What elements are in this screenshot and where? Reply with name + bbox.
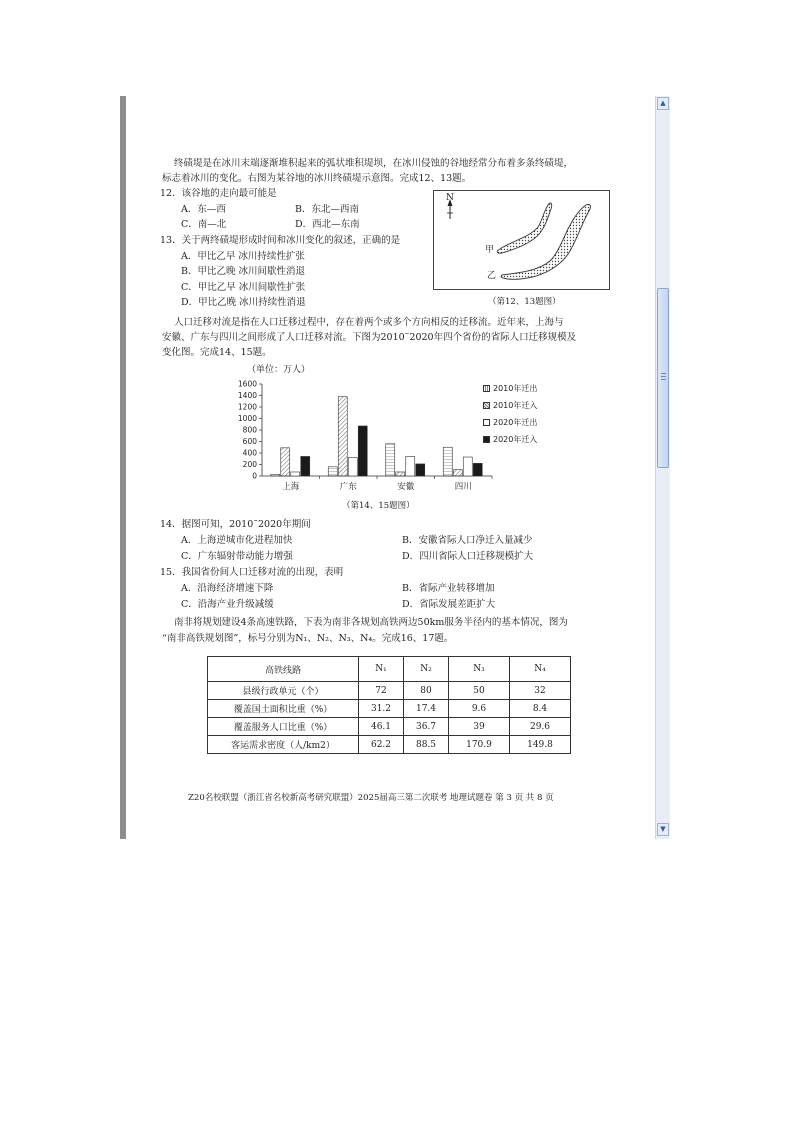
- legend-item: [483, 400, 537, 411]
- chart-bar: [281, 448, 290, 476]
- intro-12-13-line2: 标志着冰川的变化。右图为某谷地的冰川终碛堤示意图。完成12、13题。: [162, 173, 472, 184]
- moraine-jia: [497, 203, 551, 253]
- legend-swatch: [483, 436, 490, 443]
- q12-option-a: A．东—西: [181, 204, 226, 215]
- table-cell: 170.9: [449, 736, 510, 754]
- y-tick-label: 0: [252, 471, 257, 481]
- q15-option-c: C．沿海产业升级减缓: [181, 599, 274, 610]
- table-cell: 46.1: [359, 718, 404, 736]
- table-cell: 覆盖国土面积比重（%）: [208, 700, 359, 718]
- map-label-jia: 甲: [485, 245, 495, 255]
- y-tick-label: 1000: [237, 414, 257, 423]
- chart-bar: [386, 444, 395, 476]
- q14-option-b: B．安徽省际人口净迁入量减少: [402, 535, 533, 546]
- q14-option-c: C．广东辐射带动能力增强: [181, 551, 293, 562]
- table-row: [208, 700, 571, 718]
- chart-bar: [328, 467, 337, 476]
- chart-bar: [358, 426, 367, 476]
- moraine-map-drawing: [434, 191, 609, 289]
- table-cell: 72: [359, 682, 404, 700]
- table-header-cell: 高铁线路: [208, 657, 359, 682]
- chart-bar: [348, 458, 357, 476]
- chart-bar: [396, 472, 405, 476]
- intro-14-15-line3: 变化图。完成14、15题。: [162, 347, 272, 358]
- vertical-scrollbar[interactable]: [655, 96, 670, 839]
- page-footer: Z20名校联盟（浙江省名校新高考研究联盟）2025届高三第二次联考 地理试题卷 第 3 页 共 8 页: [188, 793, 554, 803]
- chart-caption: （第14、15题图）: [342, 501, 415, 511]
- table-cell: 8.4: [510, 700, 571, 718]
- legend-swatch: [483, 419, 490, 426]
- table-cell: 覆盖服务人口比重（%）: [208, 718, 359, 736]
- legend-label: 2020年迁入: [493, 435, 538, 444]
- table-cell: 88.5: [404, 736, 449, 754]
- table-cell: 62.2: [359, 736, 404, 754]
- q15-option-b: B．省际产业转移增加: [402, 583, 495, 594]
- table-header-row: [208, 657, 571, 682]
- moraine-map: [433, 190, 610, 290]
- y-tick-label: 1400: [237, 391, 257, 400]
- railway-table: [207, 656, 571, 754]
- y-tick-label: 800: [242, 425, 257, 435]
- legend-item: [483, 383, 537, 394]
- q14-option-a: A．上海逆城市化进程加快: [181, 535, 293, 546]
- intro-14-15-line2: 安徽、广东与四川之间形成了人口迁移对流。下图为2010˜2020年四个省份的省际人口迁移规模及: [162, 332, 577, 343]
- legend-label: 2020年迁出: [493, 418, 538, 427]
- intro-12-13-line1: 终碛堤是在冰川末端逐渐堆积起来的弧状堆积堤坝，在冰川侵蚀的谷地经常分布着多条终碛堤，: [174, 158, 574, 169]
- chart-bar: [453, 470, 462, 476]
- intro-16-17-line1: 南非将规划建设4条高速铁路，下表为南非各规划高铁两边50km服务半径内的基本情况，图为: [174, 617, 568, 628]
- table-cell: 32: [510, 682, 571, 700]
- legend-swatch: [483, 402, 490, 409]
- table-row: [208, 682, 571, 700]
- table-cell: 29.6: [510, 718, 571, 736]
- thumb-grip-line: [661, 379, 666, 380]
- chart-bar: [463, 457, 472, 476]
- chart-bar: [406, 456, 415, 476]
- q12-option-d: D．西北—东南: [295, 219, 360, 230]
- table-cell: 39: [449, 718, 510, 736]
- table-row: [208, 718, 571, 736]
- q13-stem: 13．关于两终碛堤形成时间和冰川变化的叙述，正确的是: [160, 235, 401, 246]
- scrollbar-thumb[interactable]: [657, 288, 669, 468]
- q12-option-c: C．南—北: [181, 219, 227, 230]
- y-tick-label: 200: [242, 460, 257, 469]
- thumb-grip-line: [661, 373, 666, 374]
- y-tick-label: 1200: [237, 402, 257, 412]
- q13-option-c: C．甲比乙早 冰川间歇性扩张: [181, 282, 306, 293]
- legend-label: 2010年迁入: [493, 401, 538, 410]
- map-label-yi: 乙: [487, 271, 497, 281]
- x-category-label: 广东: [339, 482, 357, 492]
- chart-unit-label: （单位：万人）: [247, 365, 311, 375]
- table-cell: 50: [449, 682, 510, 700]
- table-cell: 80: [404, 682, 449, 700]
- legend-item: [483, 417, 537, 428]
- q13-option-a: A．甲比乙早 冰川持续性扩张: [181, 251, 305, 262]
- legend-item: [483, 434, 537, 445]
- legend-label: 2010年迁出: [493, 384, 538, 393]
- q12-option-b: B．东北—西南: [295, 204, 359, 215]
- table-cell: 9.6: [449, 700, 510, 718]
- table-cell: 17.4: [404, 700, 449, 718]
- intro-14-15-line1: 人口迁移对流是指在人口迁移过程中，存在着两个或多个方向相反的迁移流。近年来，上海与: [174, 317, 564, 328]
- thumb-grip-line: [661, 376, 666, 377]
- chart-bar: [271, 474, 280, 476]
- scroll-up-button[interactable]: ▲: [657, 97, 669, 110]
- q14-option-d: D．四川省际人口迁移规模扩大: [402, 551, 534, 562]
- map-caption: （第12、13题图）: [488, 297, 561, 307]
- x-category-label: 安徽: [397, 482, 415, 492]
- table-cell: 县级行政单元（个）: [208, 682, 359, 700]
- q15-stem: 15．我国省份间人口迁移对流的出现，表明: [160, 567, 344, 578]
- table-cell: 36.7: [404, 718, 449, 736]
- intro-16-17-line2: “南非高铁规划图”，标号分别为N₁、N₂、N₃、N₄。完成16、17题。: [162, 633, 454, 644]
- y-tick-label: 1600: [237, 379, 257, 389]
- q13-option-b: B．甲比乙晚 冰川间歇性消退: [181, 266, 306, 277]
- table-cell: 149.8: [510, 736, 571, 754]
- q12-stem: 12．该谷地的走向最可能是: [160, 188, 277, 199]
- table-header-cell: N₁: [359, 657, 404, 682]
- legend-swatch: [483, 385, 490, 392]
- chart-bar: [473, 463, 482, 476]
- table-row: [208, 736, 571, 754]
- chart-bar: [301, 456, 310, 476]
- table-cell: 客运需求密度（人/km2）: [208, 736, 359, 754]
- x-category-label: 四川: [454, 482, 472, 492]
- table-header-cell: N₃: [449, 657, 510, 682]
- table-header-cell: N₂: [404, 657, 449, 682]
- chart-bar: [338, 397, 347, 476]
- table-cell: 31.2: [359, 700, 404, 718]
- q15-option-d: D．省际发展差距扩大: [402, 599, 496, 610]
- q13-option-d: D．甲比乙晚 冰川持续性消退: [181, 297, 306, 308]
- x-category-label: 上海: [282, 482, 300, 492]
- q15-option-a: A．沿海经济增速下降: [181, 583, 274, 594]
- scroll-down-button[interactable]: ▼: [657, 823, 669, 836]
- y-tick-label: 400: [242, 448, 257, 458]
- chart-bar: [443, 447, 452, 476]
- y-tick-label: 600: [242, 437, 257, 446]
- chart-bar: [416, 464, 425, 476]
- table-header-cell: N₄: [510, 657, 571, 682]
- chart-bar: [291, 472, 300, 476]
- map-north-label: N: [446, 193, 454, 203]
- q14-stem: 14．据图可知，2010˜2020年期间: [160, 519, 311, 530]
